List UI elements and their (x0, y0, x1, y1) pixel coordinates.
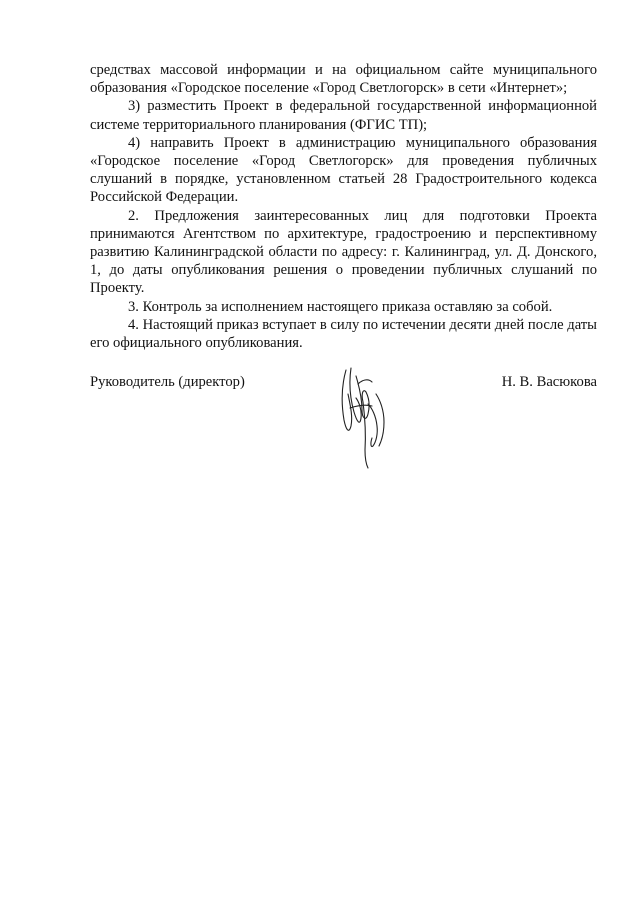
signatory-position: Руководитель (директор) (90, 374, 245, 390)
document-body (90, 61, 597, 352)
paragraph-item-3: 3) разместить Проект в федеральной государственной информационной системе территориального планирования (ФГИС ТП); (90, 98, 597, 133)
paragraph-continuation: средствах массовой информации и на официальном сайте муниципального образования «Городское поселение «Город Светлогорск» в сети «Интернет»; (90, 62, 597, 97)
handwritten-signature (332, 364, 402, 474)
paragraph-clause-2: 2. Предложения заинтересованных лиц для подготовки Проекта принимаются Агентством по архитектуре, градостроению и перспективному развитию Калининградской области по адресу: г. Калининград, ул. Д. Донского, 1, до даты опубликования решения о проведении публичных слушаний по Проекту. (90, 207, 597, 297)
paragraph-clause-4: 4. Настоящий приказ вступает в силу по истечении десяти дней после даты его официального опубликования. (90, 316, 597, 352)
signatory-name: Н. В. Васюкова (501, 374, 597, 390)
signature-block (90, 370, 597, 480)
paragraph-item-4: 4) направить Проект в администрацию муниципального образования «Городское поселение «Город Светлогорск» для проведения публичных слушаний в порядке, установленном статьей 28 Градостроительного кодекса Российской Федерации. (90, 134, 597, 206)
paragraph-clause-3: 3. Контроль за исполнением настоящего приказа оставляю за собой. (128, 298, 553, 315)
